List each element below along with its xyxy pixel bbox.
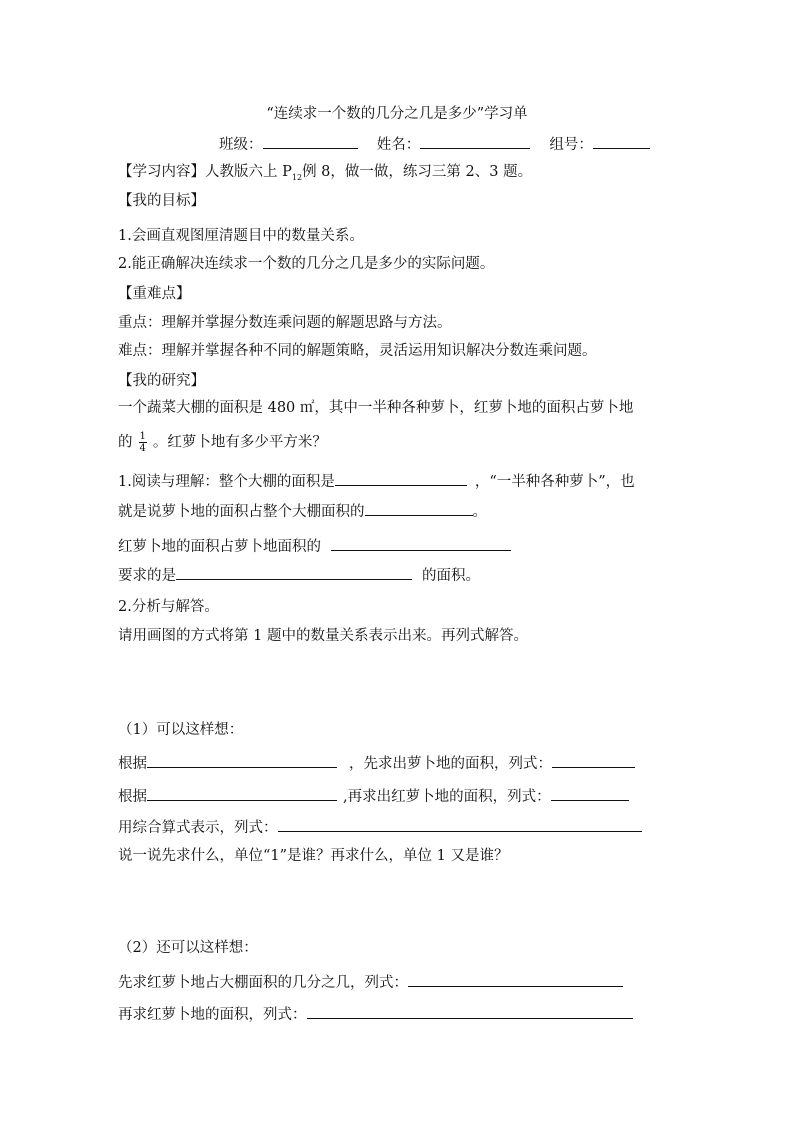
name-field[interactable] [420,133,530,149]
problem-line-2: 的 $\frac{1}{4}$ 。红萝卜地有多少平方米？ [118,431,327,454]
combined-formula-field[interactable] [278,816,642,832]
fraction-formula-field[interactable] [408,971,623,987]
focus-text: 重点：理解并掌握分数连乘问题的解题思路与方法。 [118,315,452,331]
page-title: “连续求一个数的几分之几是多少”学习单 [266,106,528,122]
formula-field-1[interactable] [552,752,635,768]
method2-heading: （2）还可以这样想： [118,940,258,956]
research-heading: 【我的研究】 [118,373,205,389]
q1-line-d: 红萝卜地的面积占萝卜地面积的 [118,535,511,557]
target-field[interactable] [176,564,412,580]
q1-line-e: 要求的是 的面积。 [118,564,480,586]
q2-heading: 2.分析与解答。 [118,599,219,615]
name-label: 姓名： [376,137,421,153]
fraction-one-quarter: $\frac{1}{4}$ [139,431,146,454]
red-radish-fraction-field[interactable] [331,535,511,551]
basis-field-2[interactable] [147,785,337,801]
group-field[interactable] [593,133,650,149]
learning-content: 【学习内容】人教版六上 $P_{12}$例 8，做一做，练习三第 2、3 题。 [118,164,533,182]
method1-line-1: 根据 ，先求出萝卜地的面积，列式： [118,752,635,774]
goal-item: 1.会画直观图厘清题目中的数量关系。 [118,228,364,244]
student-info-row [219,133,650,155]
radish-fraction-field[interactable] [365,500,473,516]
area-formula-field[interactable] [307,1003,633,1019]
method1-line-2: 根据 ,再求出红萝卜地的面积，列式： [118,785,629,807]
class-label: 班级： [219,137,263,153]
goals-heading: 【我的目标】 [118,193,205,209]
q1-line-a: 1.阅读与理解：整个大棚的面积是 ，“一半种各种萝卜”，也 [118,470,635,492]
group-label: 组号： [549,137,593,153]
basis-field-1[interactable] [147,752,337,768]
method1-line-3: 用综合算式表示，列式： [118,816,642,838]
key-points-heading: 【重难点】 [118,286,191,302]
method1-heading: （1）可以这样想： [118,722,244,738]
drawing-area[interactable] [118,655,678,710]
method2-line-2: 再求红萝卜地的面积，列式： [118,1003,633,1025]
q1-line-c: 就是说萝卜地的面积占整个大棚面积的 。 [118,500,487,522]
method2-line-1: 先求红萝卜地占大棚面积的几分之几，列式： [118,971,623,993]
q2-instruction: 请用画图的方式将第 1 题中的数量关系表示出来。再列式解答。 [118,628,528,644]
learning-content-label: 【学习内容】 [118,164,205,180]
class-field[interactable] [263,133,358,149]
method1-discussion: 说一说先求什么，单位“1”是谁？再求什么，单位 1 又是谁？ [118,848,509,864]
problem-line-1: 一个蔬菜大棚的面积是 480 ㎡，其中一半种各种萝卜，红萝卜地的面积占萝卜地 [118,400,634,416]
difficulty-text: 难点：理解并掌握各种不同的解题策略，灵活运用知识解决分数连乘问题。 [118,343,597,359]
formula-field-2[interactable] [551,785,629,801]
greenhouse-area-field[interactable] [335,470,467,486]
goal-item: 2.能正确解决连续求一个数的几分之几是多少的实际问题。 [118,256,495,272]
